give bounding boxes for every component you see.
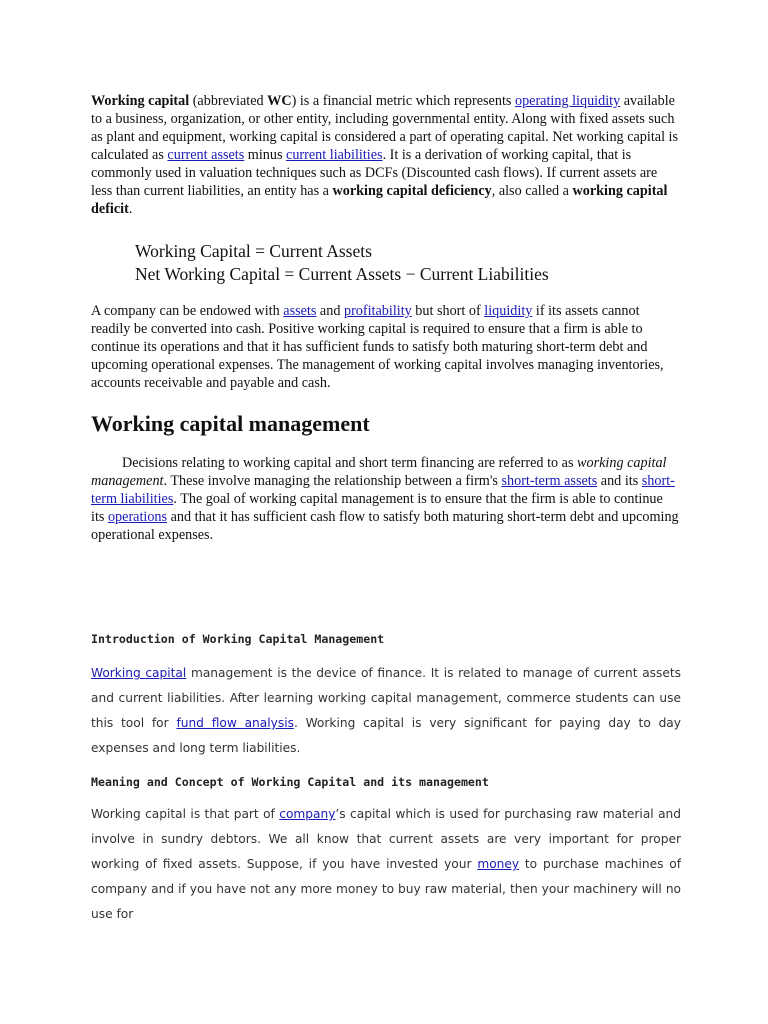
abbr-wc: WC <box>267 93 292 109</box>
text-fragment: A company can be endowed with <box>91 303 284 319</box>
bold-working-capital-deficit: working capital deficit <box>91 183 668 217</box>
text-fragment: minus <box>244 147 287 163</box>
text-fragment: . It is a derivation of working capital, that is commonly used in valuation techniques such as DCFs (Discounted cash flows). If current assets are less than current liabilities, an entity has a <box>91 147 658 199</box>
link-working-capital[interactable]: Working capital <box>91 666 187 680</box>
text-fragment: ) is a financial metric which represents <box>291 93 515 109</box>
text-fragment: management is the device of finance. It is related to manage of current assets and current liabilities. After learning working capital management, commerce students can use this tool for <box>91 666 681 730</box>
link-assets[interactable]: assets <box>283 303 317 319</box>
link-current-assets[interactable]: current assets <box>167 147 245 163</box>
management-paragraph <box>91 454 681 544</box>
text-fragment: but short of <box>411 303 485 319</box>
text-fragment: and <box>316 303 344 319</box>
text-fragment: Decisions relating to working capital and short term financing are referred to as <box>122 455 578 471</box>
section-heading: Working capital management <box>91 411 370 436</box>
text-fragment: . Working capital is very significant for paying day to day expenses and long term liabilities. <box>91 716 681 755</box>
text-fragment: . <box>128 201 133 217</box>
text-fragment: ’s capital which is used for purchasing raw material and involve in sundry debtors. We all know that current assets are very important for proper working of fixed assets. Suppose, if you have invested your <box>91 807 681 871</box>
meaning-paragraph <box>91 802 681 927</box>
link-liquidity[interactable]: liquidity <box>484 303 533 319</box>
text-fragment: to purchase machines of company and if you have not any more money to buy raw material, then your machinery will no use for <box>91 857 681 921</box>
formula-working-capital: Working Capital = Current Assets <box>135 241 372 261</box>
intro-paragraph <box>91 92 681 218</box>
text-fragment: . These involve managing the relationship between a firm's <box>163 473 502 489</box>
link-operations[interactable]: operations <box>107 509 168 525</box>
text-fragment: Working capital is that part of <box>91 807 280 821</box>
document-page <box>91 92 681 927</box>
intro-wcm-paragraph <box>91 661 681 761</box>
link-short-term-liabilities[interactable]: short-term liabilities <box>91 473 675 507</box>
text-fragment: and its <box>597 473 642 489</box>
bold-working-capital-deficiency: working capital deficiency <box>332 183 492 199</box>
text-fragment: if its assets cannot readily be converted into cash. Positive working capital is required to ensure that a firm is able to continue its operations and that it has sufficient funds to satisfy both maturing short-term debt and upcoming operational expenses. The management of working capital involves managing inventories, accounts receivable and payable and cash. <box>91 303 664 391</box>
link-fund-flow-analysis[interactable]: fund flow analysis <box>176 716 294 730</box>
link-short-term-assets[interactable]: short-term assets <box>501 473 598 489</box>
link-operating-liquidity[interactable]: operating liquidity <box>514 93 621 109</box>
text-fragment: (abbreviated <box>189 93 268 109</box>
text-fragment: , also called a <box>491 183 573 199</box>
liquidity-paragraph <box>91 302 681 392</box>
italic-working-capital-management: working capital management <box>91 455 667 489</box>
link-current-liabilities[interactable]: current liabilities <box>286 147 383 163</box>
term-working-capital: Working capital <box>91 93 190 109</box>
intro-heading: Introduction of Working Capital Management <box>91 632 385 646</box>
formula-net-working-capital: Net Working Capital = Current Assets − Current Liabilities <box>135 264 549 284</box>
text-fragment: available to a business, organization, or other entity, including governmental entity. Along with fixed assets such as plant and equipment, working capital is considered a part of operating capital. Net working capital is calculated as <box>91 93 679 163</box>
link-profitability[interactable]: profitability <box>343 303 412 319</box>
text-fragment: and that it has sufficient cash flow to satisfy both maturing short-term debt and upcoming operational expenses. <box>91 509 679 543</box>
meaning-heading: Meaning and Concept of Working Capital and its management <box>91 775 489 789</box>
link-money[interactable]: money <box>477 857 520 871</box>
link-company[interactable]: company <box>279 807 336 821</box>
text-fragment: . The goal of working capital management is to ensure that the firm is able to continue its <box>91 491 663 525</box>
formula-block <box>135 240 681 286</box>
